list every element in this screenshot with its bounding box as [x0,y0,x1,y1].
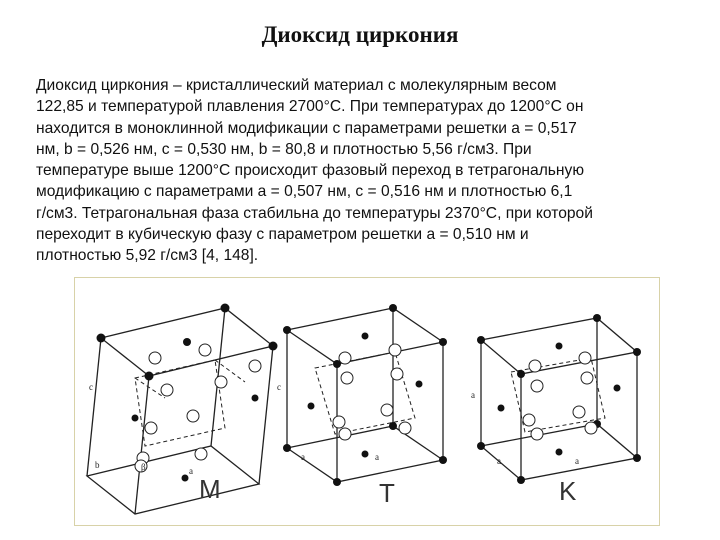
axis-label-a: a [471,390,475,400]
caption-tetragonal: T [379,478,395,508]
axis-label-a: a [375,452,379,462]
paragraph-line: плотностью 5,92 г/см3 [4, 148]. [36,247,259,265]
cubic-atoms [477,314,641,484]
monoclinic-axis-labels [89,382,193,476]
axis-label-a: a [189,466,193,476]
axis-label-a: a [497,456,501,466]
caption-cubic: K [559,476,577,506]
axis-label-c: c [89,382,93,392]
page-title: Диоксид циркония [261,22,459,47]
paragraph-line: г/см3. Тетрагональная фаза стабильна до температуры 2370°С, при которой [36,204,593,222]
axis-label-a: a [301,452,305,462]
axis-label-b: b [95,460,100,470]
caption-monoclinic: M [199,474,221,504]
paragraph-line: Диоксид циркония – кристаллический материал с молекулярным весом [36,77,557,94]
paragraph-line: переходит в кубическую фазу с параметром решетки a = 0,510 нм и [36,226,529,244]
axis-label-c: c [277,382,281,392]
monoclinic-atoms [97,304,278,482]
angle-label-beta: β [141,462,146,472]
tetragonal-axis-labels [277,382,379,462]
description-paragraph [36,75,686,267]
paragraph-line: нм, b = 0,526 нм, c = 0,530 нм, b = 80,8 и плотностью 5,56 г/см3. При [36,140,532,158]
paragraph-line: находится в моноклинной модификации с параметрами решетки a = 0,517 [36,119,577,137]
tetragonal-atoms [283,304,447,486]
monoclinic-cell [87,308,273,514]
paragraph-line: температуре выше 1200°С происходит фазовый переход в тетрагональную [36,162,585,180]
crystal-structures-figure [74,277,660,526]
axis-label-a: a [575,456,579,466]
paragraph-line: 122,85 и температурой плавления 2700°С. При температурах до 1200°С он [36,98,584,116]
cubic-axis-labels [471,390,579,466]
cubic-cell [481,318,637,480]
paragraph-line: модификацию с параметрами a = 0,507 нм, c = 0,516 нм и плотностью 6,1 [36,183,573,201]
